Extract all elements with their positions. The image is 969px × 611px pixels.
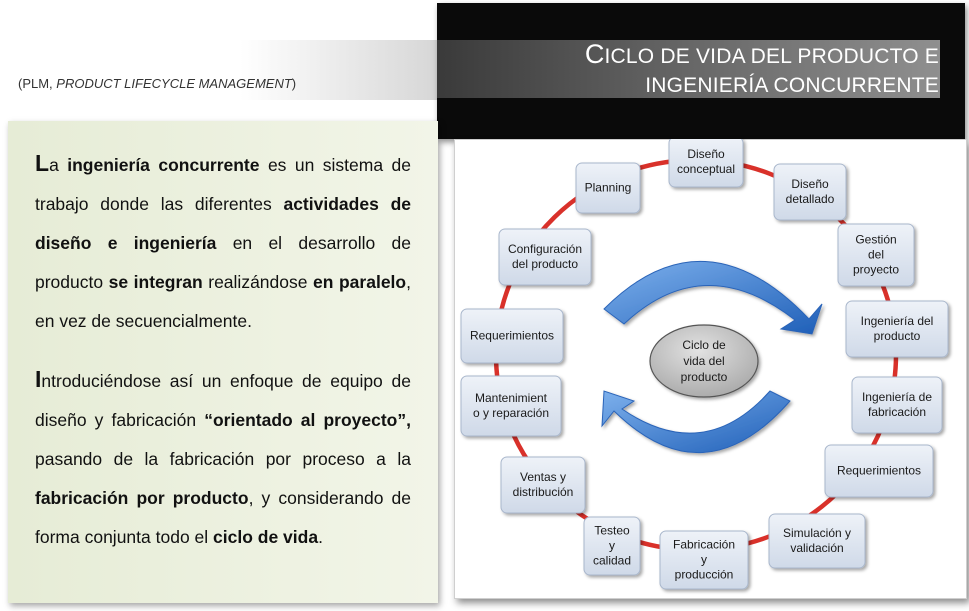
- lifecycle-diagram: [454, 139, 965, 597]
- paragraph1-run: es un sistema de trabajo donde las diferentes: [35, 155, 411, 214]
- node-planning: [576, 163, 640, 213]
- node-label: distribución: [512, 485, 574, 499]
- paragraph1-run: ingeniería concurrente: [67, 155, 260, 175]
- node-label: Gestión: [855, 232, 897, 247]
- title-first-letter: C: [584, 39, 605, 69]
- center-label: vida del: [683, 354, 725, 368]
- cycle-arrow-bottom: [602, 391, 790, 453]
- node-configuracion-producto: [499, 229, 591, 285]
- paragraph1-run: , en vez de secuencialmente.: [35, 272, 411, 331]
- center-label: Ciclo de: [682, 338, 726, 352]
- node-label: producción: [674, 567, 734, 582]
- node-mantenimiento-reparacion: [461, 376, 561, 436]
- page-title-line2: INGENIERÍA CONCURRENTE: [645, 74, 939, 97]
- node-requerimientos-right: [825, 445, 933, 497]
- node-label: fabricación: [867, 405, 927, 419]
- node-label: del: [867, 247, 885, 262]
- paragraph-2: [35, 360, 411, 557]
- node-label: calidad: [592, 553, 632, 568]
- node-label: del producto: [511, 257, 579, 271]
- subtitle-close: ): [291, 76, 297, 91]
- title-line1-rest: ICLO DE VIDA DEL PRODUCTO E: [604, 45, 939, 68]
- paragraph2-run: fabricación por producto: [35, 488, 249, 508]
- center-label: producto: [680, 370, 728, 384]
- node-label: Requerimientos: [469, 328, 555, 343]
- node-label: Simulación y: [782, 526, 852, 540]
- node-label: o y reparación: [472, 406, 550, 420]
- node-label: Testeo: [594, 523, 630, 538]
- paragraph1-run: realizándose: [202, 272, 314, 292]
- subtitle-open: (PLM,: [18, 76, 57, 91]
- node-label: Mantenimient: [474, 391, 548, 405]
- node-ingenieria-fabricacion: [852, 377, 942, 433]
- paragraph1-run: L: [35, 150, 50, 176]
- paragraph1-run: se integran: [108, 272, 203, 292]
- center-node: [650, 325, 758, 397]
- paragraph1-run: en paralelo: [313, 272, 407, 292]
- header-gradient-band: [240, 40, 440, 100]
- node-label: Ventas y: [519, 470, 567, 484]
- node-label: conceptual: [676, 162, 736, 176]
- node-ingenieria-producto: [846, 301, 948, 357]
- paragraph1-run: en el desarrollo de producto: [35, 233, 411, 292]
- node-ventas-distribucion: [501, 457, 585, 513]
- page-subtitle: [18, 76, 296, 91]
- node-diseno-detallado: [774, 164, 846, 220]
- subtitle-italic: PRODUCT LIFECYCLE MANAGEMENT: [56, 76, 292, 91]
- node-label: y: [701, 552, 707, 567]
- node-label: y: [609, 538, 615, 553]
- node-label: Diseño: [687, 147, 725, 161]
- node-label: validación: [790, 541, 844, 555]
- node-label: Ingeniería del: [860, 314, 934, 328]
- node-label: Fabricación: [672, 537, 736, 552]
- paragraph1-run: a: [49, 155, 68, 175]
- node-label: producto: [873, 329, 921, 343]
- paragraph2-run: ciclo de vida: [213, 527, 319, 547]
- node-label: Ingeniería de: [861, 390, 933, 404]
- node-fabricacion-produccion: [660, 531, 748, 589]
- node-gestion-proyecto: [838, 224, 914, 286]
- node-testeo-calidad: [584, 517, 640, 575]
- node-label: Diseño: [791, 177, 829, 191]
- paragraph2-run: I: [35, 366, 42, 392]
- node-requerimientos-left: [461, 309, 563, 363]
- cycle-arrow-top: [604, 261, 822, 334]
- node-label: proyecto: [852, 262, 900, 277]
- paragraph1-run: actividades de diseño e ingeniería: [35, 194, 411, 253]
- paragraph-1: [35, 144, 411, 341]
- page-title-line1: [585, 40, 939, 71]
- paragraph2-run: ntroduciéndose así un enfoque de equipo de diseño y fabricación: [35, 371, 411, 430]
- paragraph2-run: pasando de la fabricación por proceso a la: [35, 449, 411, 469]
- paragraph2-run: , y considerando de forma conjunta todo el: [35, 488, 411, 547]
- paragraph2-run: “orientado al proyecto”,: [204, 410, 411, 430]
- node-label: detallado: [785, 192, 835, 206]
- node-label: Planning: [584, 180, 632, 195]
- node-label: Configuración: [507, 242, 583, 256]
- paragraph2-run: .: [318, 527, 323, 547]
- node-label: Requerimientos: [836, 463, 922, 478]
- node-diseno-conceptual: [669, 139, 743, 187]
- page-title: [585, 40, 939, 100]
- node-simulacion-validacion: [769, 514, 865, 568]
